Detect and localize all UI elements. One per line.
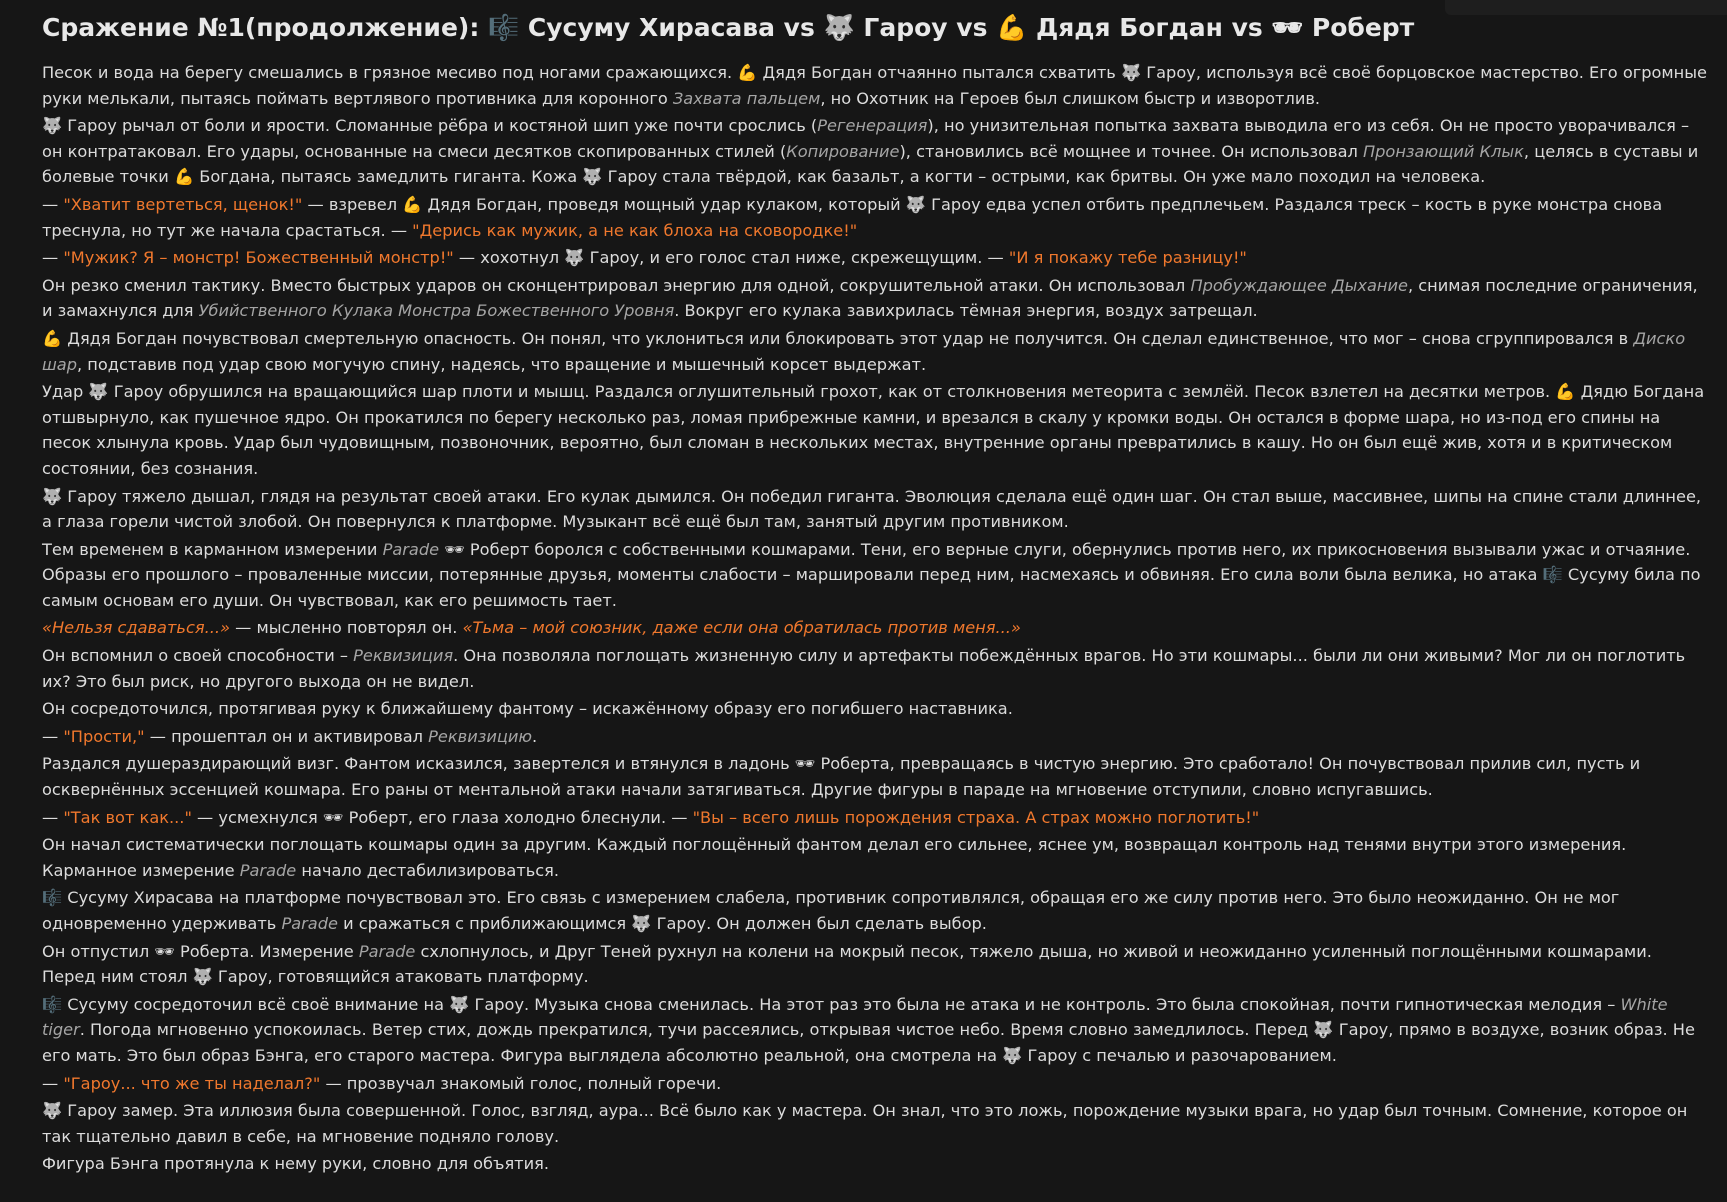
ability-name: Реквизиция [353,646,454,666]
narration-text: — [42,1073,64,1093]
narration-text: Он сосредоточился, протягивая руку к ближайшему фантому – искажённому образу его погибшего наставника. [42,699,1013,719]
story-paragraph [42,192,1710,243]
story-paragraph [42,805,1710,831]
thought-quote: «Нельзя сдаваться...» [42,618,231,638]
dialogue-quote: "Мужик? Я – монстр! Божественный монстр!" [63,248,454,268]
ability-name: Реквизицию [428,726,533,746]
story-paragraph [42,1098,1710,1149]
story-paragraph [42,939,1710,990]
narration-text: — взревел 💪 Дядя Богдан, проведя мощный удар кулаком, который 🐺 Гароу едва успел отбить предплечьем. Раздался треск – кость в руке монстра снова треснула, но тут же начала срастаться. — [42,194,1663,240]
story-paragraph [42,724,1710,750]
story-title: Сражение №1(продолжение): 🎼 Сусуму Хирасава vs 🐺 Гароу vs 💪 Дядя Богдан vs 🕶 Роберт [42,13,1415,42]
story-paragraph [42,992,1710,1069]
narration-text: — мысленно повторял он. [230,618,463,638]
story-paragraph [42,832,1710,883]
ability-name: Захвата пальцем [672,88,821,108]
story-paragraph [42,615,1710,641]
narration-text: . Вокруг его кулака завихрилась тёмная энергия, воздух затрещал. [674,301,1258,321]
narration-text: , но Охотник на Героев был слишком быстр и изворотлив. [820,88,1321,108]
story-paragraph [42,245,1710,271]
narration-text: 🎼 Сусуму Хирасава на платформе почувствовал это. Его связь с измерением слабела, противник сопротивлялся, обращая его же силу против него. Это было неожиданно. Он не мог одновременно удерживать [42,888,1620,933]
narration-text: 🎼 Сусуму сосредоточил всё своё внимание на 🐺 Гароу. Музыка снова сменилась. На этот раз это была не атака и не контроль. Это была спокойная, почти гипнотическая мелодия – [42,994,1621,1014]
story-paragraph [42,273,1710,324]
story-paragraph [42,885,1710,936]
story-paragraph [42,484,1710,535]
narration-text: Он отпустил 🕶 Роберта. Измерение [42,941,359,961]
narration-text: — [42,248,64,268]
narration-text: , целясь в суставы и болевые точки 💪 Богдана, пытаясь замедлить гиганта. Кожа 🐺 Гароу стала твёрдой, как базальт, а когти – острыми, как бритвы. Он уже мало походил на человека. [42,141,1699,187]
narration-text: , снимая последние ограничения, и замахнулся для [42,275,1698,321]
narration-text: 💪 Дядя Богдан почувствовал смертельную опасность. Он понял, что уклониться или блокировать этот удар не получится. Он сделал единственное, что мог – снова сгруппировался в [42,328,1634,348]
narration-text: Он начал систематически поглощать кошмары один за другим. Каждый поглощённый фантом делал его сильнее, яснее ум, возвращал контроль над тенями внутри этого измерения. Карманное измерение [42,835,1627,880]
narration-text: Он резко сменил тактику. Вместо быстрых ударов он сконцентрировал энергию для одной, сокрушительной атаки. Он использовал [42,275,1191,295]
narration-text: — [42,194,64,214]
chat-message-content [42,10,1710,1179]
story-paragraph [42,326,1710,377]
ability-name: Диско шар [42,328,1686,374]
dialogue-quote: "Прости," [63,726,145,746]
narration-text: 🐺 Гароу рычал от боли и ярости. Сломанные рёбра и костяной шип уже почти срослись ( [42,116,818,136]
ability-name: Parade [281,914,338,933]
ability-name: Parade [382,539,440,559]
story-paragraph [42,60,1710,111]
narration-text: схлопнулось, и Друг Теней рухнул на колени на мокрый песок, тяжело дыша, но живой и неожиданно усиленный поглощёнными кошмарами. Перед ним стоял 🐺 Гароу, готовящийся атаковать платформу. [42,941,1652,987]
narration-text: 🐺 Гароу тяжело дышал, глядя на результат своей атаки. Его кулак дымился. Он победил гиганта. Эволюция сделала ещё один шаг. Он стал выше, массивнее, шипы на спине стали длиннее, а глаза горели чистой злобой. Он повернулся к платформе. Музыкант всё ещё был там, занятый другим противником. [42,486,1702,532]
narration-text: 🕶 Роберт боролся с собственными кошмарами. Тени, его верные слуги, обернулись против него, их прикосновения вызывали ужас и отчаяние. Образы его прошлого – проваленные миссии, потерянные друзья, моменты слабости – маршировали перед ним, насмехаясь и обвиняя. Его сила воли была велика, но атака 🎼 Сусуму била по самым основам его души. Он чувствовал, как его решимость тает. [42,539,1701,610]
narration-text: Удар 🐺 Гароу обрушился на вращающийся шар плоти и мышц. Раздался оглушительный грохот, как от столкновения метеорита с землёй. Песок взлетел на десятки метров. 💪 Дядю Богдана отшвырнуло, как пушечное ядро. Он прокатился по берегу несколько раз, ломая прибрежные камни, и врезался в скалу у кромки воды. Он остался в форме шара, но из-под его спины на песок хлынула кровь. Удар был чудовищным, позвоночник, вероятно, был сломан в нескольких местах, внутренние органы превратились в кашу. Но он был ещё жив, хотя и в критическом состоянии, без сознания. [42,382,1705,478]
narration-text: . [532,726,538,746]
narration-text: , подставив под удар свою могучую спину, надеясь, что вращение и мышечный корсет выдержат. [77,354,927,374]
narration-text: — [42,807,64,827]
narration-text: — [42,726,64,746]
story-paragraph [42,751,1710,802]
ability-name: Parade [239,860,297,880]
narration-text: Фигура Бэнга протянула к нему руки, словно для объятия. [42,1154,550,1174]
narration-text: начало дестабилизироваться. [296,860,560,880]
dialogue-quote: "Дерись как мужик, а не как блоха на сковородке!" [412,220,858,240]
story-paragraph [42,1151,1710,1177]
ability-name: Parade [358,941,416,961]
ability-name: Пробуждающее Дыхание [1190,275,1408,295]
story-paragraph [42,1071,1710,1097]
narration-text: — прошептал он и активировал [144,726,429,746]
ability-name: Регенерация [817,116,928,136]
narration-text: Раздался душераздирающий визг. Фантом исказился, завертелся и втянулся в ладонь 🕶 Роберта, превращаясь в чистую энергию. Это сработало! Он почувствовал прилив сил, пусть и осквернённых эссенцией кошмара. Его раны от ментальной атаки начали затягиваться. Другие фигуры в параде на мгновение отступили, словно испугавшись. [42,754,1641,800]
story-paragraph [42,643,1710,694]
ability-name: Копирование [786,141,900,161]
thought-quote: «Тьма – мой союзник, даже если она обратилась против меня...» [462,618,1021,638]
dialogue-quote: "Гароу... что же ты наделал?" [63,1073,321,1093]
narration-text: — усмехнулся 🕶 Роберт, его глаза холодно блеснули. — [191,807,693,827]
story-paragraph [42,696,1710,722]
dialogue-quote: "Так вот как..." [63,807,192,827]
narration-text: ), становились всё мощнее и точнее. Он использовал [899,141,1363,161]
ability-name: Убийственного Кулака Монстра Божественного Уровня [198,301,675,321]
ability-name: White tiger [42,994,1668,1040]
story-paragraph [42,379,1710,481]
story-paragraph [42,113,1710,190]
narration-text: Песок и вода на берегу смешались в грязное месиво под ногами сражающихся. 💪 Дядя Богдан отчаянно пытался схватить 🐺 Гароу, используя всё своё борцовское мастерство. Его огромные руки мелькали, пытаясь поймать вертлявого противника для коронного [42,63,1707,108]
narration-text: . Погода мгновенно успокоилась. Ветер стих, дождь прекратился, тучи рассеялись, открывая чистое небо. Время словно замедлилось. Перед 🐺 Гароу, прямо в воздухе, возник образ. Не его мать. Это был образ Бэнга, его старого мастера. Фигура выглядела абсолютно реальной, она смотрела на 🐺 Гароу с печалью и разочарованием. [42,1020,1695,1065]
ability-name: Пронзающий Клык [1362,141,1524,161]
narration-text: — прозвучал знакомый голос, полный горечи. [320,1073,722,1093]
story-paragraph [42,537,1710,614]
narration-text: — хохотнул 🐺 Гароу, и его голос стал ниже, скрежещущим. — [453,248,1009,268]
dialogue-quote: "Вы – всего лишь порождения страха. А страх можно поглотить!" [692,807,1260,827]
narration-text: . Она позволяла поглощать жизненную силу и артефакты побеждённых врагов. Но эти кошмары... были ли они живыми? Мог ли он поглотить их? Это был риск, но другого выхода он не видел. [42,646,1686,691]
narration-text: 🐺 Гароу замер. Эта иллюзия была совершенной. Голос, взгляд, аура... Всё было как у мастера. Он знал, что это ложь, порождение музыки врага, но удар был точным. Сомнение, которое он так тщательно давил в себе, на мгновение подняло голову. [42,1101,1688,1146]
dialogue-quote: "Хватит вертеться, щенок!" [63,194,303,214]
narration-text: ), но унизительная попытка захвата выводила его из себя. Он не просто уворачивался – он контратаковал. Его удары, основанные на смеси десятков скопированных стилей ( [42,116,1690,161]
narration-text: и сражаться с приближающимся 🐺 Гароу. Он должен был сделать выбор. [337,914,987,933]
dialogue-quote: "И я покажу тебе разницу!" [1008,248,1247,268]
narration-text: Тем временем в карманном измерении [42,539,383,559]
narration-text: Он вспомнил о своей способности – [42,646,354,666]
story-body [42,60,1710,1177]
